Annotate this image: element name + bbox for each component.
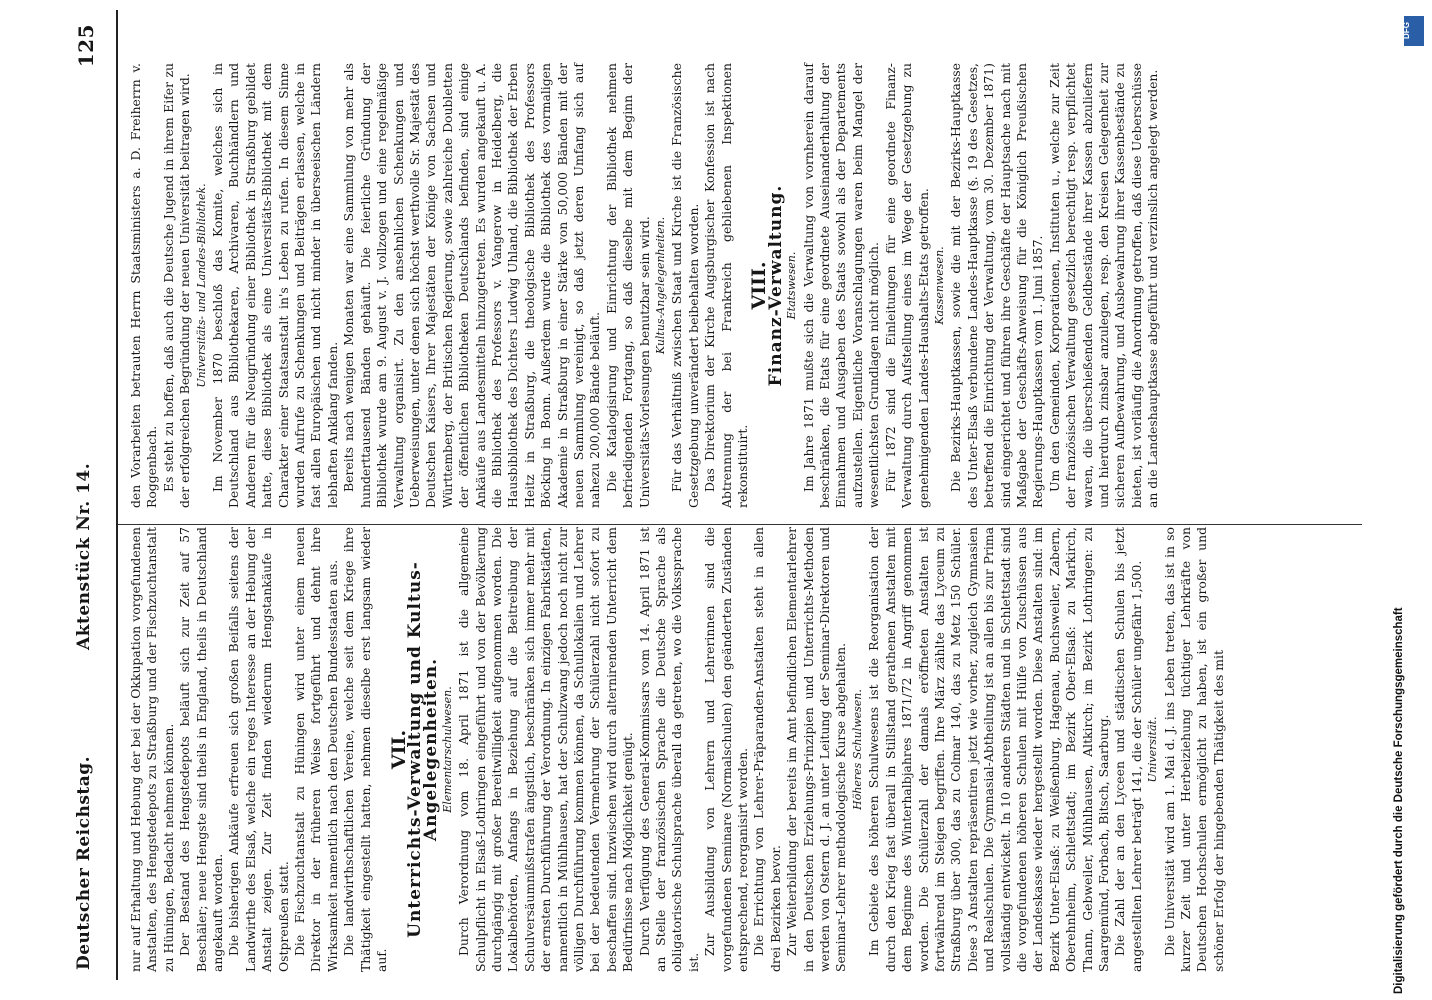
paragraph: Im Jahre 1871 mußte sich die Verwaltung von vornherein darauf beschränken, die Etats für eine geordnete Auseinanderhaltung der Einnahmen und Ausgaben des Staats sowohl als der Departements aufzustellen. Eigentliche Voranschlagungen waren beim Mangel der wesentlichsten Grundlagen nicht möglich. [800, 63, 882, 508]
section-number: VIII. [748, 261, 771, 310]
paragraph: Es steht zu hoffen, daß auch die Deutsche Jugend in ihrem Eifer zu der erfolgreichen Begründung der neuen Universität beitragen wird. [160, 63, 193, 508]
page-number: 125 [74, 24, 98, 68]
paragraph: Um den Gemeinden, Korporationen, Instituten u., welche zur Zeit der französischen Verwaltung gesetzlich berechtigt resp. verpflichtet waren, die überschießenden Geldbestände ihrer Kassen abzuliefern und hierdurch zinsbar anzulegen, resp. den Kreisen Gelegenheit zur sicheren Aufbewahrung, und Ausbewahrung ihrer Kassenbestände zu bieten, ist vorläufig die Anordnung getroffen, daß diese Ueberschüsse an die Landeshauptkasse abgeführt und verzinslich angelegt werden. [1046, 63, 1161, 508]
paragraph: Im Gebiete des höheren Schulwesens ist die Reorganisation der durch den Krieg fast überall in Stillstand gerathenen Anstalten mit dem Beginne des Winterhalbjahres 1871/72 in Angriff genommen worden. Die Schülerzahl der damals eröffneten Anstalten ist fortwährend im Steigen begriffen. Ihre März zählte das Lyceum zu Straßburg über 300, das zu Colmar 140, das zu Metz 150 Schüler. Diese 3 Anstalten repräsentiren jetzt wie vorher, zugleich Gymnasien und Realschulen. Die Gymnasial-Abtheilung ist an allen bis zur Prima vollständig entwickelt. In 10 anderen Städten und in Schlettstadt sind die vorgefundenen höheren Schulen mit Hülfe von Zuschüssen aus der Landeskasse wieder hergestellt worden. Diese Anstalten sind: im Bezirk Unter-Elsaß: zu Weißenburg, Hagenau, Buchsweiler, Zabern, Oberehnheim, Schlettstadt; im Bezirk Ober-Elsaß: zu Markirch, Thann, Gebweiler, Mühlhausen, Altkirch; im Bezirk Lothringen: zu Saargemünd, Forbach, Bitsch, Saarburg. [866, 527, 1111, 972]
paragraph: Die bisherigen Ankäufe erfreuen sich großen Beifalls seitens der Landwirthe des Elsaß, welche ein reges Interesse an der Hebung der Anstalt zeigen. Zur Zeit finden wiederum Hengstankäufe in Ostpreußen statt. [226, 527, 291, 972]
subheading: Universitäts- und Landes-Bibliothek. [194, 183, 208, 388]
paragraph: Für 1872 sind die Einleitungen für eine geordnete Finanz-Verwaltung durch Aufstellung eines im Wege der Gesetzgebung zu genehmigenden Landes-Haushalts-Etats getroffen. [882, 63, 931, 508]
subheading: Etatswesen. [785, 251, 799, 320]
paragraph: Die Bezirks-Hauptkassen, sowie die mit der Bezirks-Hauptkasse des Unter-Elsaß verbundene Landes-Hauptkasse (§. 19 des Gesetzes, betreffend die Einrichtung der Verwaltung, vom 30. Dezember 1871) sind eingerichtet und führen ihre Geschäfte der Hauptsache nach mit Maßgabe der Geschäfts-Anweisung für die Königlich Preußischen Regierungs-Hauptkassen vom 1. Juni 1857. [948, 63, 1046, 508]
dfg-logo-text: DFG [1401, 22, 1411, 39]
section-title: Finanz-Verwaltung. [765, 184, 786, 387]
subheading: Höheres Schulwesen. [850, 689, 864, 810]
column-left [128, 527, 1227, 972]
subheading: Kultus-Angelegenheiten. [654, 216, 667, 355]
header-document-number: Aktenstück Nr. 14. [74, 462, 94, 650]
paragraph: Der Bestand des Hengstedepots beläuft sich zur Zeit auf 57 Beschäler; neue Hengste sind theils in England, theils in Deutschland angekauft worden. [177, 527, 226, 972]
attribution-text: Digitalisierung gefördert durch die Deutsche Forschungsgemeinschaft [1393, 607, 1405, 994]
dfg-logo [1401, 16, 1424, 46]
section-number: VII. [387, 729, 410, 770]
header-rule [116, 10, 118, 980]
rotated-newspaper-page [56, 0, 1376, 1000]
paragraph: Durch Verordnung vom 18. April 1871 ist die allgemeine Schulpflicht in Elsaß-Lothringen eingeführt und von der Bevölkerung durchgängig mit großer Bereitwilligkeit aufgenommen worden. Die Lokalbehörden, Anfangs in Beziehung auf die Beitreibung der Schulversäumnißstrafen ängstlich, beschränken sich immer mehr mit der ernsten Durchführung der Verordnung. In einzigen Fabrikstädten, namentlich in Mühlhausen, hat der Schulzwang jedoch noch nicht zur völligen Durchführung kommen können, da Schullokalien und Lehrer bei der bedeutenden Vermehrung der Schülerzahl nicht sofort zu beschaffen sind. Inzwischen wird durch alternirenden Unterricht dem Bedürfnisse nach Möglichkeit genügt. [456, 527, 636, 972]
paragraph: Im November 1870 beschloß das Komite, welches sich in Deutschland aus Bibliothekaren, Archivaren, Buchhändlern und Anderen für die Neugründung einer Bibliothek in Straßburg gebildet hatte, diese Bibliothek als eine Universitäts-Bibliothek mit dem Charakter einer Staatsanstalt in's Leben zu rufen. In diesem Sinne wurden Aufrufe zu Schenkungen und Beiträgen erlassen, welche in fast allen Europäischen und nicht minder in überseeischen Ländern lebhaften Anklang fanden. [210, 63, 340, 508]
section-title: Unterrichts-Verwaltung und Kultus-Angelegenheiten. [404, 561, 442, 938]
attribution-strip [1393, 6, 1415, 994]
paragraph: Die landwirthschaftlichen Vereine, welche seit dem Kriege ihre Thätigkeit eingestellt hatten, nehmen dieselbe erst langsam wieder auf. [341, 527, 390, 972]
subheading: Elementarschulwesen. [440, 686, 454, 813]
paragraph: Durch Verfügung des General-Kommissars vom 14. April 1871 ist an Stelle der französischen Sprache die Deutsche Sprache als obligatorische Schulsprache überall da getreten, wo die Volkssprache ist. [636, 527, 701, 972]
subheading: Kassenwesen. [932, 246, 946, 325]
paragraph: Bereits nach wenigen Monaten war eine Sammlung von mehr als hunderttausend Bänden gehäuft. Die feierliche Gründung der Bibliothek wurde am 9. August v. J. vollzogen und eine regelmäßige Verwaltung organisirt. Zu den ansehnlichen Schenkungen und Ueberweisungen, unter denen sich höchst werthvolle Sr. Majestät des Deutschen Kaisers, Ihrer Majestäten der Könige von Sachsen und Württemberg, der Britischen Regierung, sowie zahlreiche Doubletten der öffentlichen Bibliotheken Deutschlands befinden, sind einige Ankäufe aus Landesmitteln hinzugetreten. Es wurden angekauft u. A. die Bibliothek des Professors v. Vangerow in Heidelberg, die Hausbibliothek des Dichters Ludwig Uhland, die Bibliothek der Erben Heitz in Straßburg, die theologische Bibliothek des Professors Böcking in Bonn. Außerdem wurde die Bibliothek des vormaligen Akademie in Straßburg in einer Stärke von 50,000 Bänden mit der neuen Sammlung vereinigt, so daß jetzt deren Umfang sich auf nahezu 200,000 Bände beläuft. [341, 63, 603, 508]
paragraph: Die Zahl der an den Lyceen und städtischen Schulen bis jetzt angestellten Lehrer beträgt 141, die der Schüler ungefähr 1,500. [1112, 527, 1144, 972]
paragraph: Für das Verhältniß zwischen Staat und Kirche ist die Französische Gesetzgebung unverändert beibehalten worden. [669, 63, 701, 508]
paragraph: Die Errichtung von Lehrer-Präparanden-Anstalten steht in allen drei Bezirken bevor. [751, 527, 783, 972]
paragraph: Die Universität wird am 1. Mai d. J. ins Leben treten, das ist in so kurzer Zeit und unter Herbeiziehung tüchtiger Lehrkräfte von Deutschen Hochschulen ermöglicht zu haben, ist ein großer und schöner Erfolg der hingebenden Thätigkeit des mit [1161, 527, 1226, 972]
paragraph: Die Fischzuchtanstalt zu Hüningen wird unter einem neuen Direktor in der früheren Weise fortgeführt und dehnt ihre Wirksamkeit namentlich nach den Deutschen Bundesstaaten aus. [292, 527, 340, 972]
header-publication: Deutscher Reichstag. [74, 755, 94, 970]
paragraph: Zur Weiterbildung der bereits im Amt befindlichen Elementarlehrer in den Deutschen Erziehungs-Prinzipien und Unterrichts-Methoden werden von Ostern d. J. an unter Leitung der Seminar-Direktoren und Seminar-Lehrer methodologische Kurse abgehalten. [784, 527, 849, 972]
paragraph: Das Direktorium der Kirche Augsburgischer Konfession ist nach Abtrennung der bei Frankreich gebliebenen Inspektionen rekonstituirt. [702, 63, 751, 508]
running-header [74, 0, 108, 1000]
subheading: Universität. [1146, 716, 1160, 783]
column-divider [118, 524, 1362, 525]
paragraph: nur auf Erhaltung und Hebung der bei der Okkupation vorgefundenen Anstalten, des Hengstedepots zu Straßburg und der Fischzuchtanstalt zu Hüningen, Bedacht nehmen können. [128, 527, 176, 972]
paragraph: Die Katalogisirung und Einrichtung der Bibliothek nehmen befriedigenden Fortgang, so daß dieselbe mit dem Beginn der Universitäts-Vorlesungen benutzbar sein wird. [603, 63, 652, 508]
column-right [128, 63, 1162, 508]
paragraph: Zur Ausbildung von Lehrern und Lehrerinnen sind die vorgefundenen Seminare (Normalschulen) den geänderten Zuständen entsprechend, reorganisirt worden. [702, 527, 751, 972]
paragraph: den Vorarbeiten betrauten Herrn Staatsministers a. D. Freiherrn v. Roggenbach. [128, 63, 160, 508]
